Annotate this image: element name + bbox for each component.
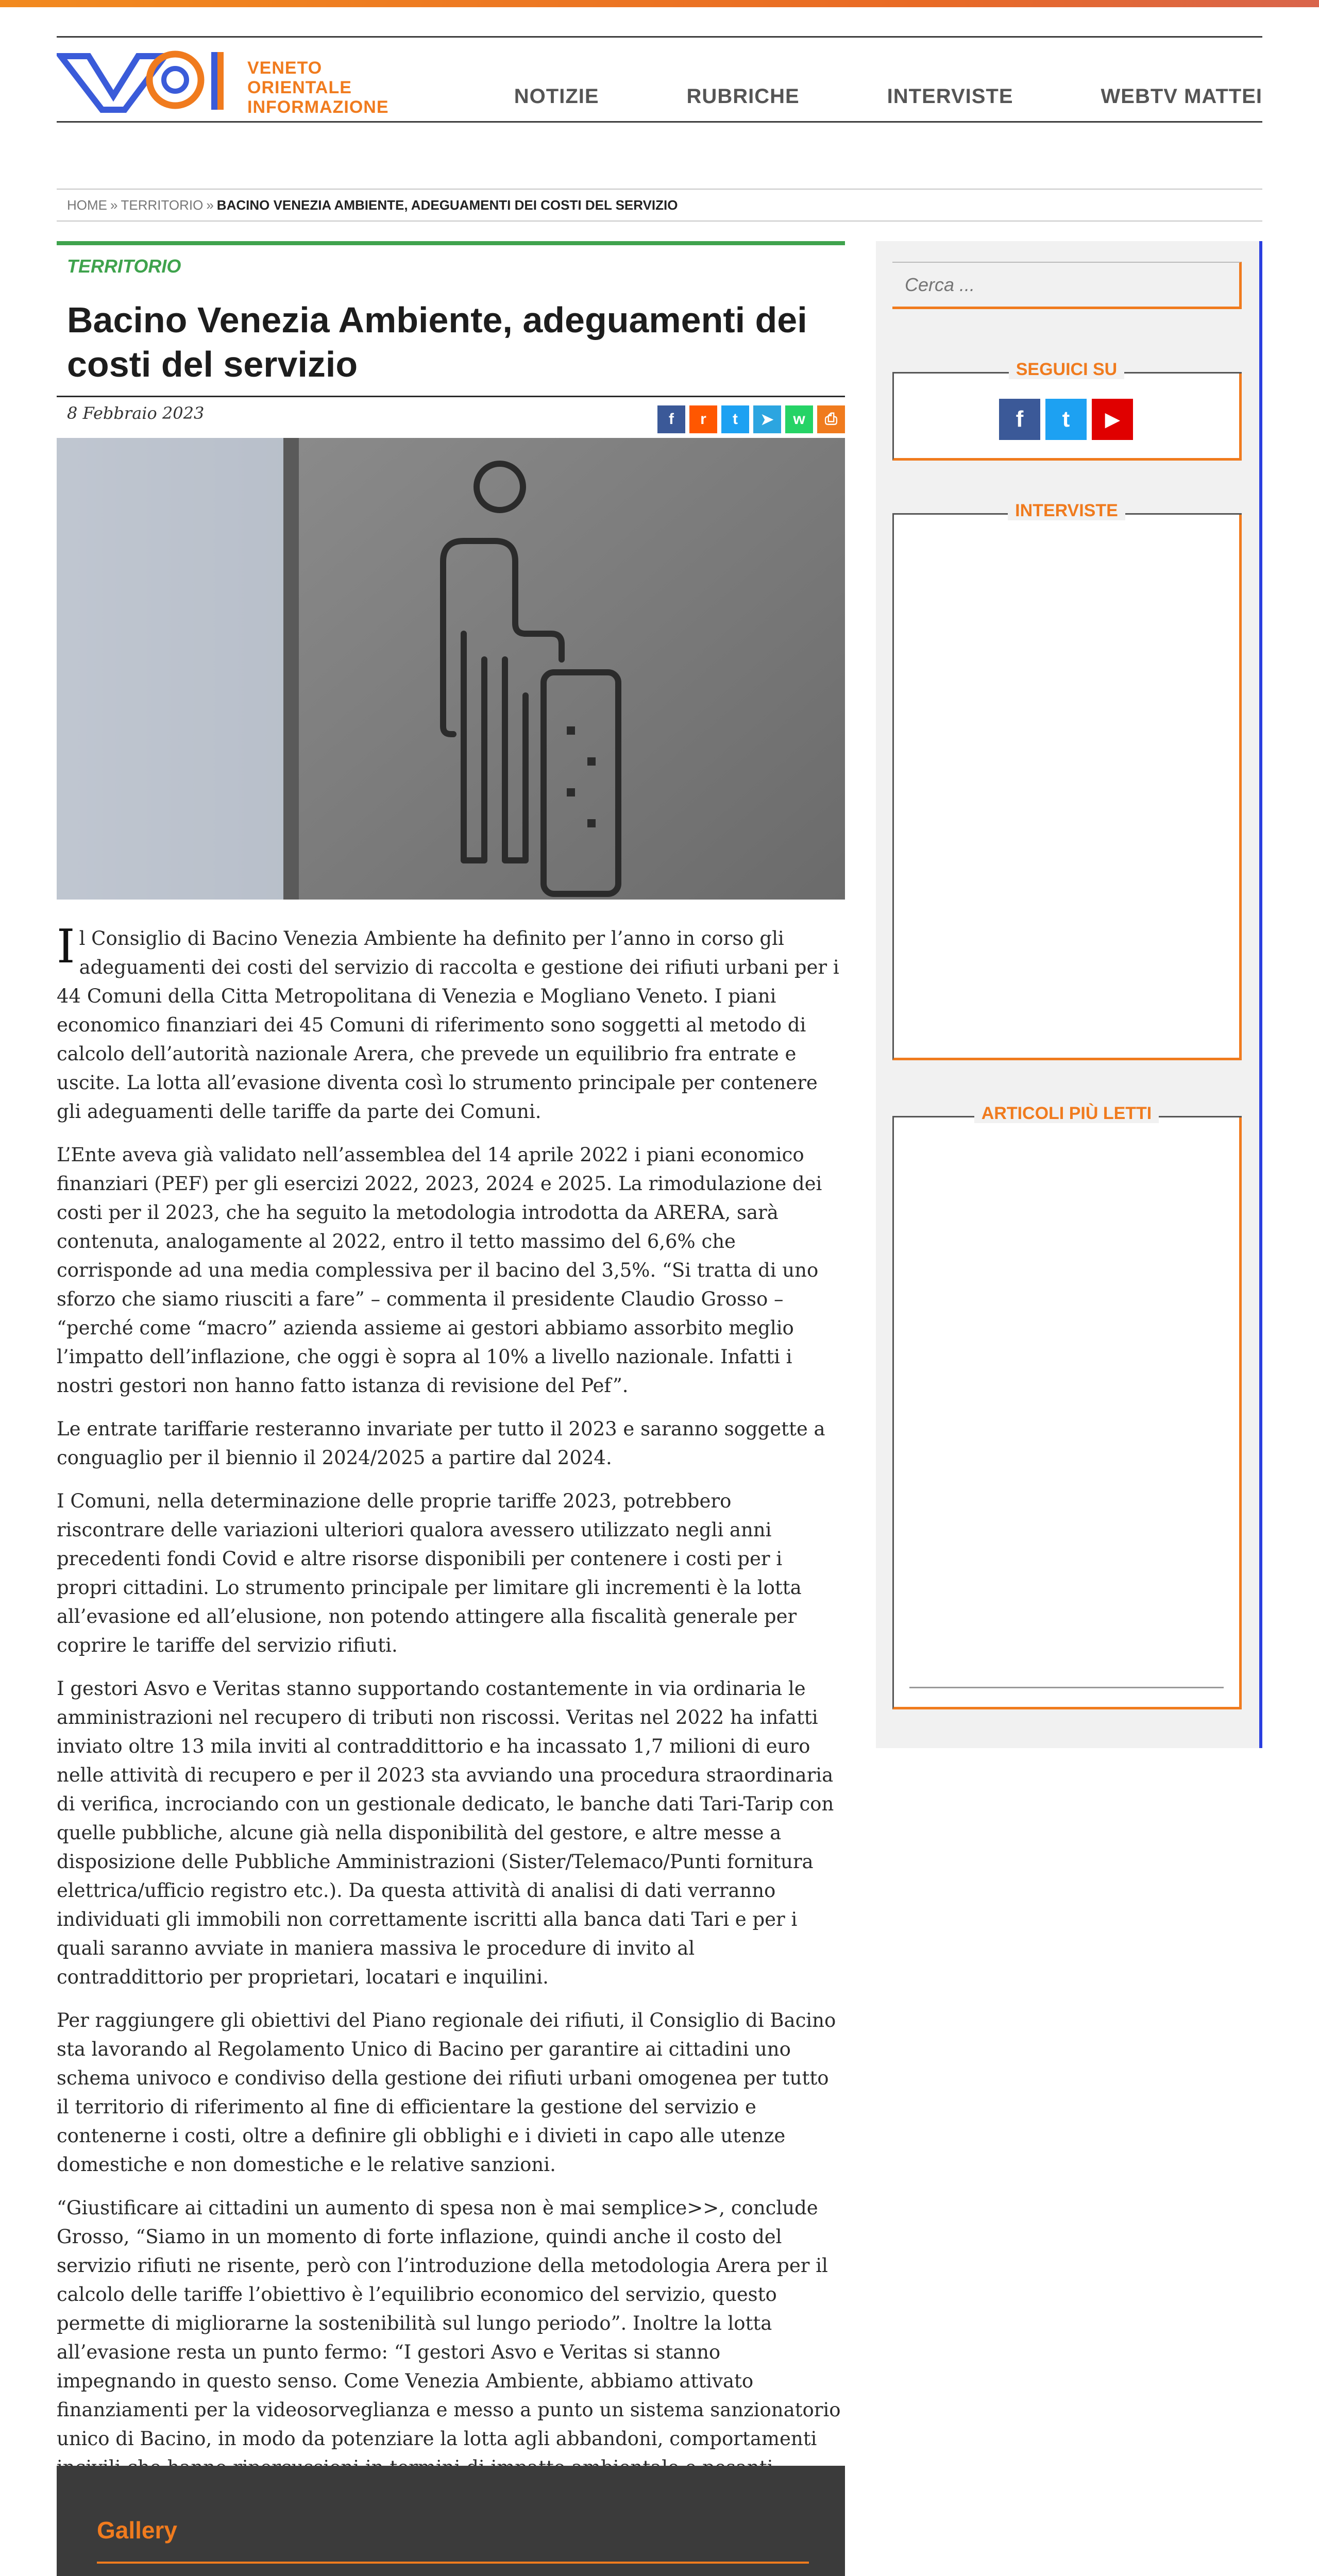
paragraph-text: l Consiglio di Bacino Venezia Ambiente ha definito per l’anno in corso gli adeguamenti dei costi del servizio di raccolta e gestione dei rifiuti urbani per i 44 Comuni della Citta Metropolitana di Venezia e Mogliano Veneto. I piani economico finanziari dei 45 Comuni di riferimento sono soggetti al metodo di calcolo dell’autorità nazionale Arera, che prevede un equilibrio fra entrate e uscite. La lotta all’evasione diventa così lo strumento principale per contenere gli adeguamenti delle tariffe da parte dei Comuni. — [57, 927, 839, 1123]
breadcrumb-current: BACINO VENEZIA AMBIENTE, ADEGUAMENTI DEI COSTI DEL SERVIZIO — [216, 197, 678, 213]
paragraph: I gestori Asvo e Veritas stanno supportando costantemente in via ordinaria le amministrazioni nel recupero di tributi non riscossi. Veritas nel 2022 ha infatti inviato oltre 13 mila inviti al contraddittorio e ha incassato 1,7 milioni di euro nelle attività di recupero e per il 2023 sta avviando una procedura straordinaria di verifica, incrociando con un gestionale dedicato, le banche dati Tari-Tarip con quelle pubbliche, alcune già nella disponibilità del gestore, e altre messe a disposizione delle Pubbliche Amministrazioni (Sister/Telemaco/Punti fornitura elettrica/ufficio registro etc.). Da questa attività di analisi di dati verranno individuati gli immobili non correttamente iscritti alla banca dati Tari e per i quali saranno avviate in maniera massiva le procedure di invito al contraddittorio per proprietari, locatari e inquilini. — [57, 1677, 834, 1988]
breadcrumb-home[interactable]: HOME — [67, 197, 107, 213]
widget-title-text: SEGUICI SU — [1009, 360, 1124, 379]
nav-item-rubriche[interactable]: RUBRICHE — [686, 85, 800, 108]
paragraph: “Giustificare ai cittadini un aumento di spesa non è mai semplice>>, conclude Grosso, “Siamo in un momento di forte inflazione, quindi anche il costo del servizio rifiuti ne risente, però con l’introduzione della metodologia Arera per il calcolo delle tariffe l’obiettivo è l’equilibrio economico del servizio, questo permette di migliorarne la sostenibilità sul lungo periodo”. Inoltre la lotta all’evasione resta un punto fermo: “I gestori Asvo e Veritas si stanno impegnando in questo senso. Come Venezia Ambiente, abbiamo attivato finanziamenti per la videosorveglianza e messo a punto un sistema sanzionatorio unico di Bacino, in modo da potenziare la lotta agli abbandoni, comportamenti — [57, 2197, 841, 2450]
nav-item-webtv-mattei[interactable]: WEBTV MATTEI — [1101, 85, 1262, 108]
paragraph — [57, 920, 845, 1126]
site-header — [57, 36, 1262, 123]
widget-title — [894, 1104, 1239, 1124]
category-divider — [57, 241, 845, 245]
voi-logo-icon — [57, 47, 242, 114]
top-accent-bar — [0, 0, 1319, 7]
article — [57, 241, 845, 2526]
paragraph: L’Ente aveva già validato nell’assemblea del 14 aprile 2022 i piani economico finanziari (PEF) per gli esercizi 2022, 2023, 2024 e 2025. La rimodulazione dei costi per il 2023, che ha seguito la metodologia introdotta da ARERA, sarà contenuta, analogamente al 2022, entro il tetto massimo del 6,6% che corrisponde ad una media complessiva per il bacino del 3,5%. “Si tratta di uno sforzo che siamo riusciti a fare” – commenta il presidente Claudio Grosso – “perché come “macro” azienda assieme ai gestori abbiamo assorbito meglio l’impatto dell’inflazione, che oggi è sopra al 10% a livello nazionale. Infatti i nostri gestori non hanno fatto istanza di revisione del Pef”. — [57, 1144, 822, 1397]
most-read-widget — [892, 1104, 1242, 1709]
twitter-icon[interactable]: t — [721, 405, 749, 433]
nav-item-notizie[interactable]: NOTIZIE — [514, 85, 599, 108]
widget-title — [894, 501, 1239, 521]
whatsapp-icon[interactable]: w — [785, 405, 813, 433]
follow-widget — [892, 360, 1242, 461]
facebook-icon[interactable]: f — [657, 405, 685, 433]
telegram-icon[interactable]: ➤ — [753, 405, 781, 433]
article-body — [57, 920, 845, 2511]
gallery — [57, 2466, 845, 2576]
breadcrumb — [57, 189, 1262, 222]
gallery-divider — [97, 2562, 809, 2564]
reddit-icon[interactable]: r — [689, 405, 717, 433]
breadcrumb-separator: » — [110, 197, 118, 213]
article-category[interactable]: TERRITORIO — [67, 256, 181, 277]
search-box — [892, 262, 1242, 309]
widget-title — [894, 360, 1239, 380]
article-title: Bacino Venezia Ambiente, adeguamenti dei costi del servizio — [67, 300, 807, 384]
article-meta — [57, 396, 845, 432]
gallery-title: Gallery — [97, 2517, 177, 2544]
article-date: 8 Febbraio 2023 — [67, 403, 205, 423]
site-logo[interactable] — [57, 47, 428, 117]
hero-image — [57, 438, 845, 900]
paragraph: I Comuni, nella determinazione delle proprie tariffe 2023, potrebbero riscontrare delle variazioni ulteriori qualora avessero utilizzato negli anni precedenti fondi Covid e altre risorse disponibili per contenere i costi per i propri cittadini. Lo strumento principale per limitare gli incrementi è la lotta all’evasione ed all’elusione, non potendo attingere alla fiscalità generale per coprire le tariffe del servizio rifiuti. — [57, 1490, 802, 1656]
twitter-icon[interactable]: t — [1045, 399, 1087, 440]
logo-line: INFORMAZIONE — [247, 97, 389, 117]
logo-line: ORIENTALE — [247, 78, 352, 97]
print-icon[interactable]: ⎙ — [817, 405, 845, 433]
paragraph: Le entrate tariffarie resteranno invariate per tutto il 2023 e saranno soggette a conguaglio per il biennio il 2024/2025 a partire dal 2024. — [57, 1418, 825, 1469]
facebook-icon[interactable]: f — [999, 399, 1040, 440]
widget-title-text: INTERVISTE — [1008, 501, 1125, 520]
dropcap: I — [57, 920, 75, 974]
search-input[interactable] — [892, 263, 1239, 307]
nav-item-interviste[interactable]: INTERVISTE — [887, 85, 1013, 108]
share-buttons — [653, 405, 845, 433]
widget-title-text: ARTICOLI PIÙ LETTI — [974, 1104, 1159, 1123]
sidebar — [876, 241, 1262, 1748]
logo-wordmark — [247, 58, 389, 117]
list-divider — [909, 1687, 1224, 1688]
youtube-icon[interactable]: ▶ — [1092, 399, 1133, 440]
breadcrumb-section[interactable]: TERRITORIO — [121, 197, 204, 213]
paragraph: Per raggiungere gli obiettivi del Piano regionale dei rifiuti, il Consiglio di Bacino sta lavorando al Regolamento Unico di Bacino per garantire ai cittadini uno schema univoco e condiviso della gestione dei rifiuti urbani omogenea per tutto il territorio di riferimento al fine di efficientare la gestione del servizio e contenerne i costi, oltre a definire gli obblighi e i divieti in capo alle utenze domestiche e non domestiche e le relative sanzioni. — [57, 2009, 836, 2176]
breadcrumb-separator: » — [206, 197, 214, 213]
interviews-widget — [892, 501, 1242, 1060]
main-nav — [427, 85, 1262, 108]
waste-bin-sign-icon — [57, 438, 845, 900]
social-links — [999, 399, 1138, 440]
logo-line: VENETO — [247, 58, 323, 78]
